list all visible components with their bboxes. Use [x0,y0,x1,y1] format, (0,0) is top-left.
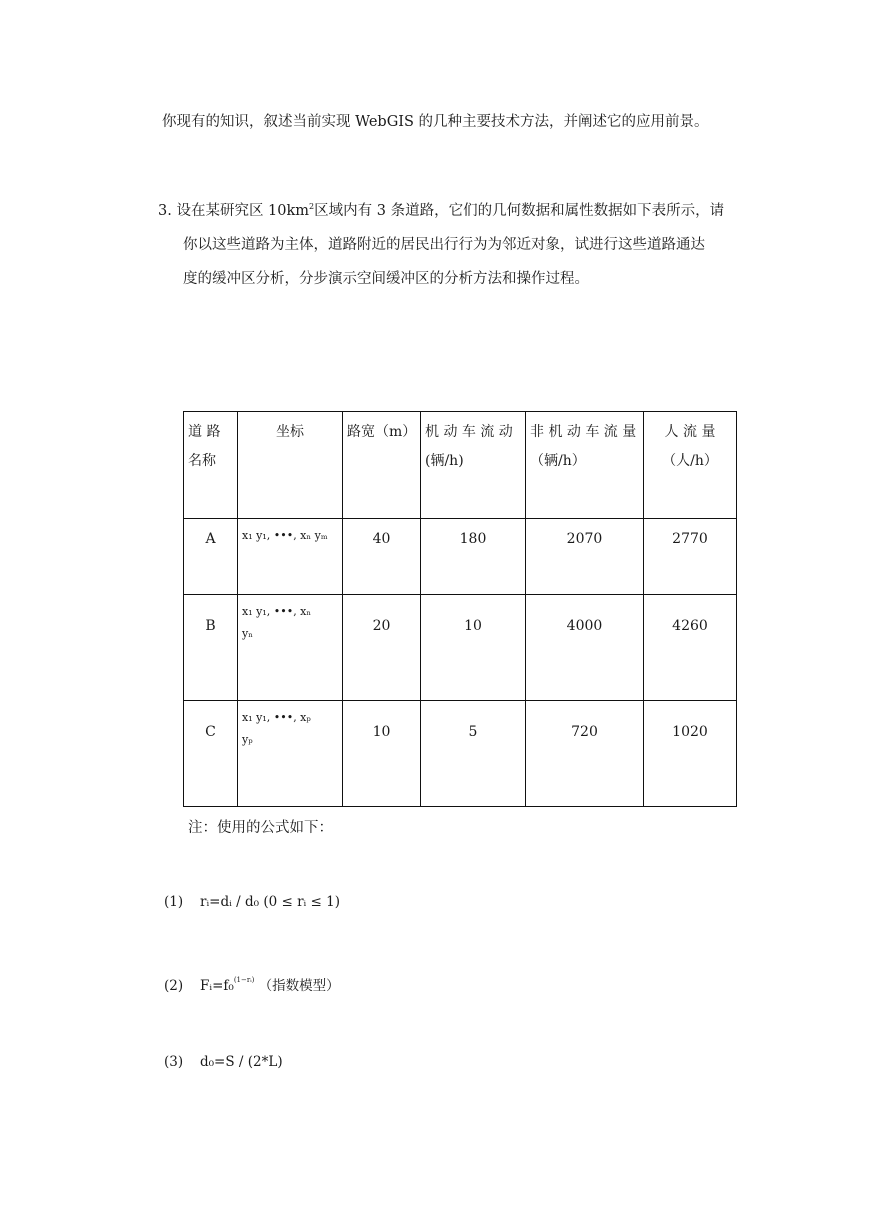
cell-width: 40 [343,519,421,595]
cell-nonmotor: 720 [526,701,644,807]
cell-people: 1020 [644,701,737,807]
table-row [184,701,737,807]
header-nonmotor-flow: 非 机 动 车 流 量 （辆/h） [526,412,644,519]
cell-nonmotor: 4000 [526,595,644,701]
cell-coord: x₁ y₁, •••, xₚ yₚ [238,701,343,807]
question-3-line-1: 3. 设在某研究区 $10km^2$区域内有 3 条道路，它们的几何数据和属性数据如下表所示，请 [158,202,725,219]
road-data-table [183,411,737,807]
header-road-name: 道 路 名称 [184,412,238,519]
formula-text: rᵢ=dᵢ / d₀ (0 ≤ rᵢ ≤ 1) [200,894,340,910]
cell-people: 4260 [644,595,737,701]
question-3 [158,190,758,296]
cell-name: A [184,519,238,595]
formula-number: (3) [164,1054,184,1070]
formula-3 [164,1054,283,1070]
formula-1 [164,894,340,910]
cell-coord: x₁ y₁, •••, xₙ yₙ [238,595,343,701]
question-3-line-3: 度的缓冲区分析，分步演示空间缓冲区的分析方法和操作过程。 [183,270,589,287]
cell-name: C [184,701,238,807]
formula-text: Fᵢ=f₀ [200,978,234,994]
table-row [184,519,737,595]
formula-model-note: （指数模型） [254,978,340,994]
table-row [184,595,737,701]
header-road-width: 路宽（m） [343,412,421,519]
header-coordinates: 坐标 [238,412,343,519]
formula-text: d₀=S / (2*L) [200,1054,283,1070]
cell-motor: 180 [421,519,526,595]
cell-nonmotor: 2070 [526,519,644,595]
table-header-row [184,412,737,519]
intro-line: 你现有的知识，叙述当前实现 WebGIS 的几种主要技术方法，并阐述它的应用前景。 [162,114,709,130]
cell-name: B [184,595,238,701]
cell-width: 10 [343,701,421,807]
header-people-flow: 人 流 量 （人/h） [644,412,737,519]
cell-motor: 10 [421,595,526,701]
cell-people: 2770 [644,519,737,595]
formula-number: (1) [164,894,184,910]
formula-number: (2) [164,978,184,994]
cell-width: 20 [343,595,421,701]
formula-exponent: (1−rᵢ) [233,976,255,984]
cell-coord: x₁ y₁, •••, xₙ yₘ [238,519,343,595]
cell-motor: 5 [421,701,526,807]
header-motor-flow: 机 动 车 流 动 (辆/h) [421,412,526,519]
question-3-line-2: 你以这些道路为主体，道路附近的居民出行行为为邻近对象，试进行这些道路通达 [183,236,705,253]
formula-note: 注：使用的公式如下： [188,820,333,836]
formula-2 [164,974,340,994]
